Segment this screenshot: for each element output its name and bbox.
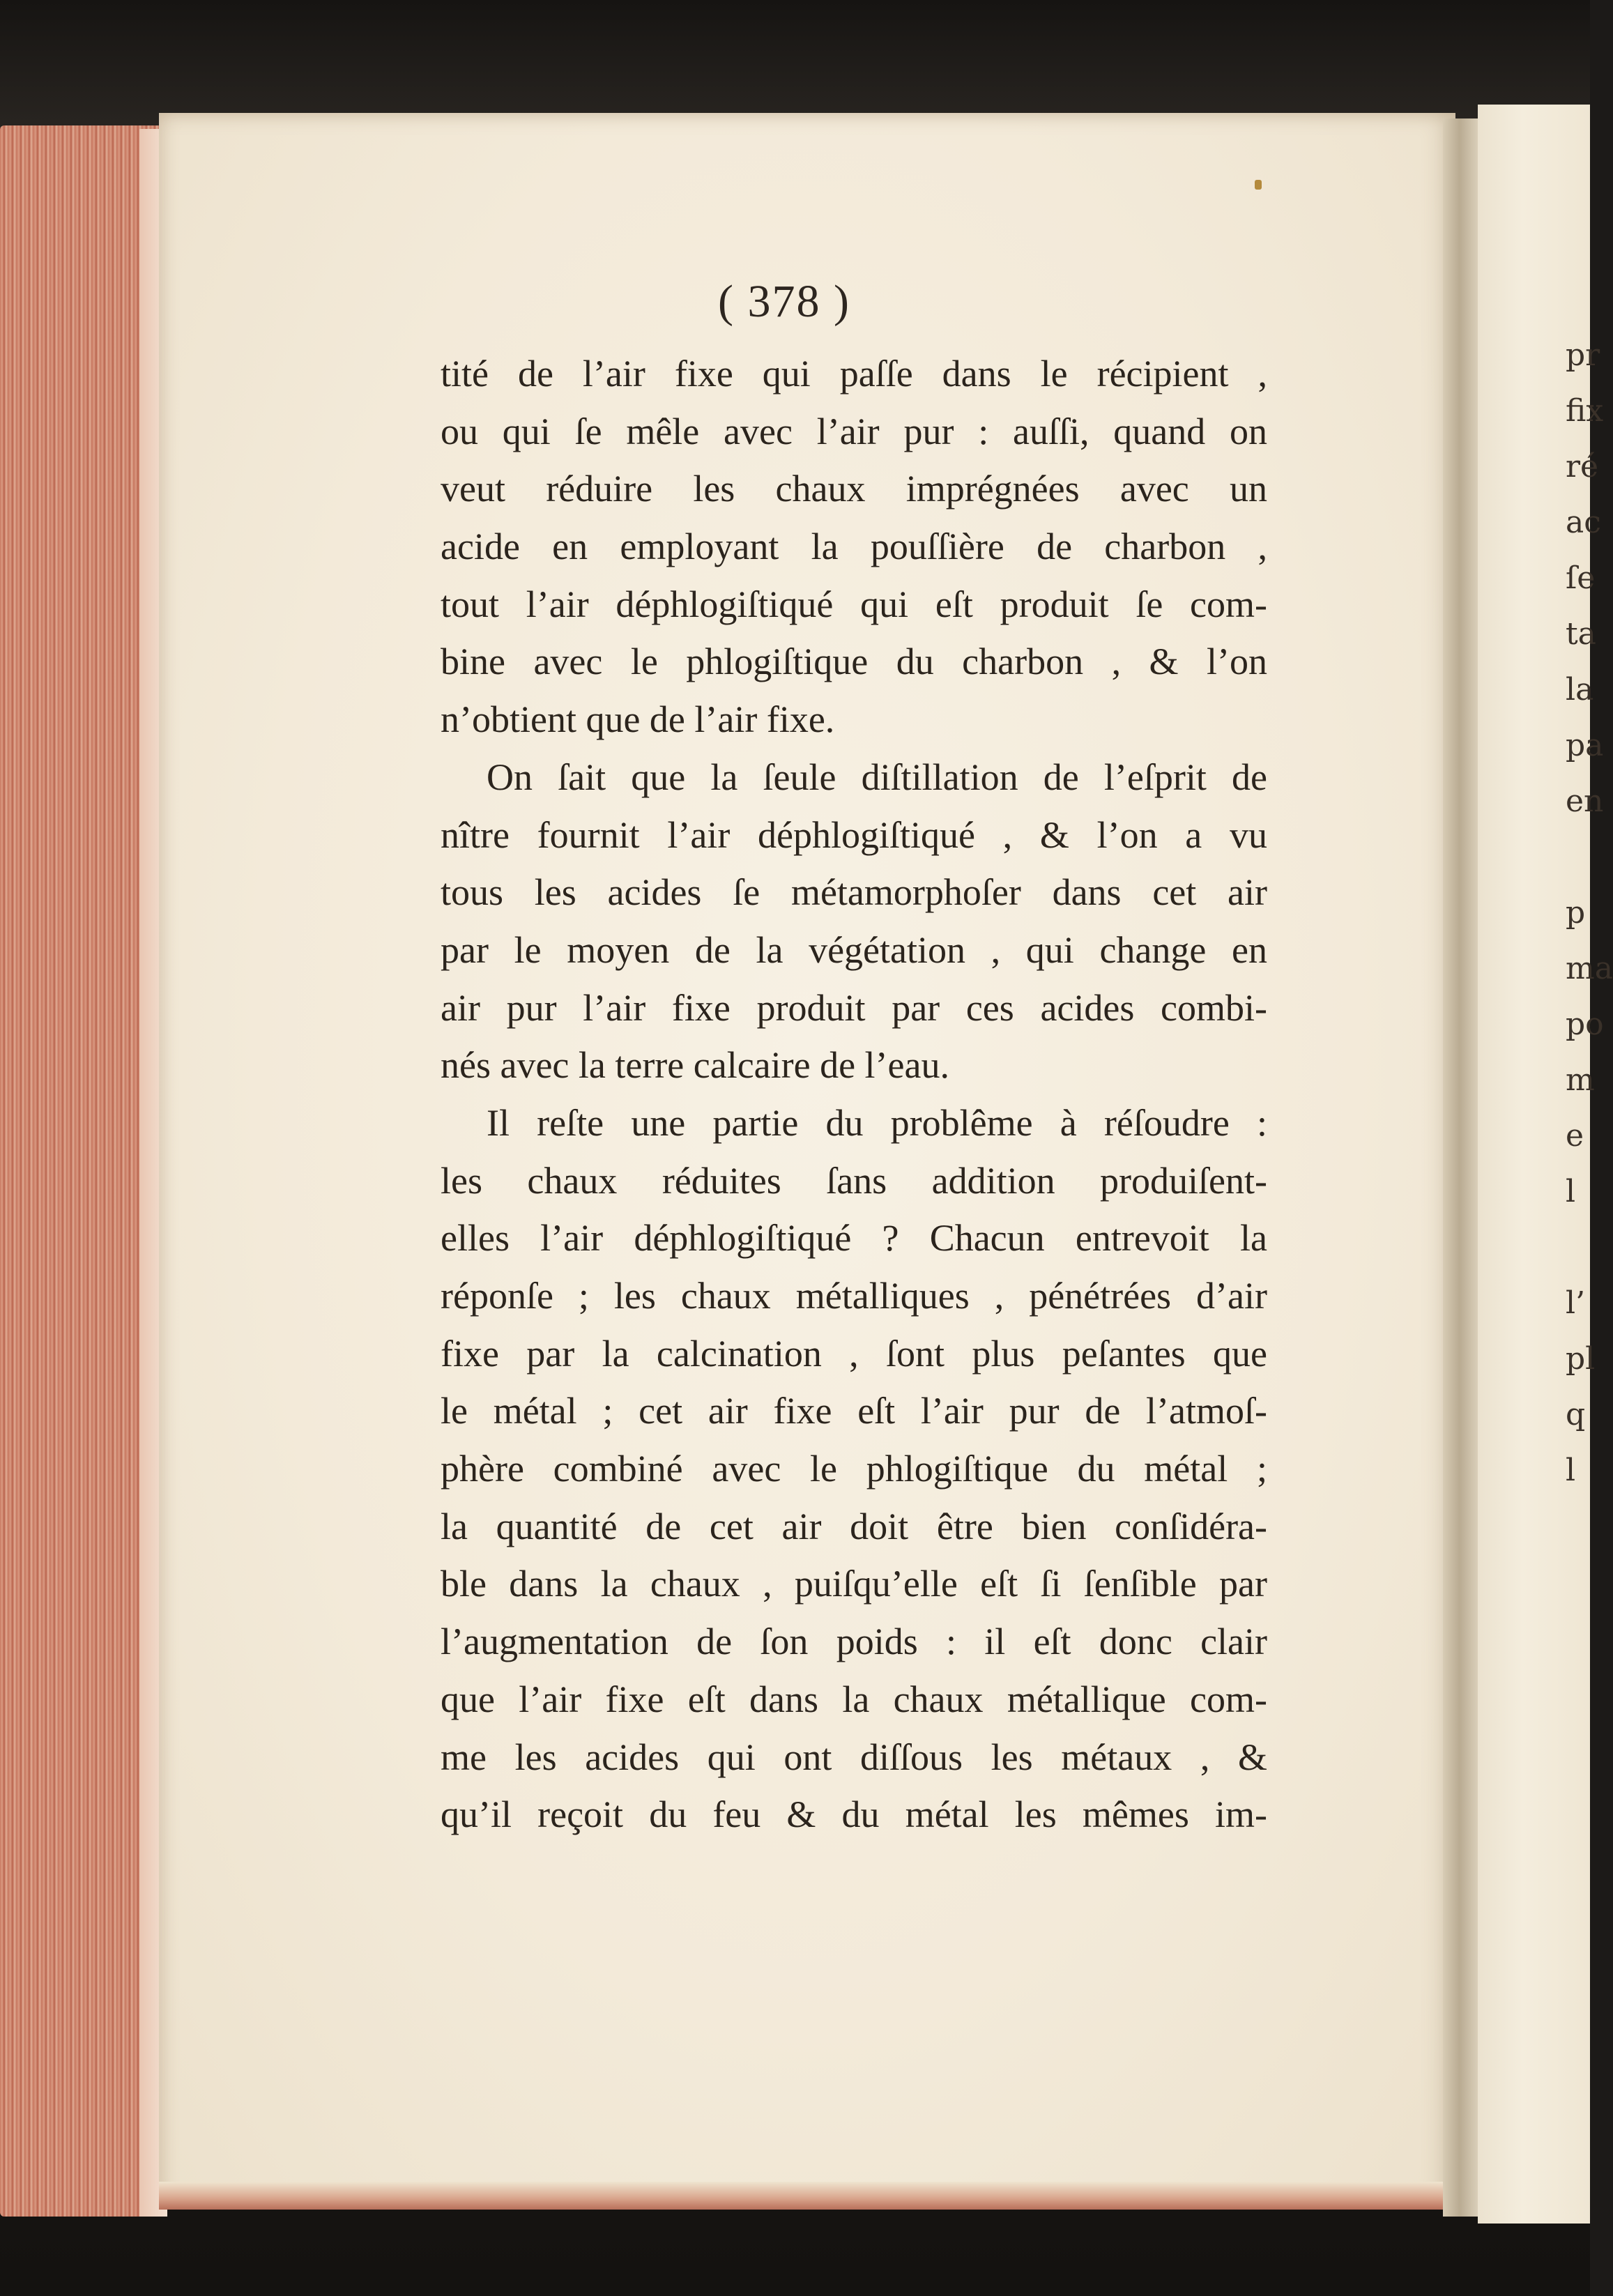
facing-fragment: ac bbox=[1566, 505, 1601, 540]
text-line: nître fournit l’air déphlogiſtiqué , & l’on a vu bbox=[441, 813, 1267, 856]
text-line: veut réduire les chaux imprégnées avec un bbox=[441, 468, 1267, 510]
body-text bbox=[441, 345, 1267, 1844]
text-line: Il reſte une partie du problême à réſoudre : bbox=[487, 1101, 1267, 1144]
paper-speck bbox=[1255, 180, 1262, 190]
text-line: l’augmentation de ſon poids : il eſt donc clair bbox=[441, 1621, 1267, 1663]
text-line: que l’air fixe eſt dans la chaux métallique com- bbox=[441, 1678, 1267, 1720]
facing-fragment: e bbox=[1566, 1118, 1584, 1154]
facing-fragment: pr bbox=[1566, 337, 1600, 373]
facing-page-text bbox=[1566, 328, 1613, 1499]
facing-fragment: p bbox=[1566, 895, 1586, 931]
text-line: phère combiné avec le phlogiſtique du métal ; bbox=[441, 1448, 1267, 1490]
facing-fragment: l bbox=[1566, 1453, 1576, 1488]
text-line: réponſe ; les chaux métalliques , pénétrées d’air bbox=[441, 1275, 1267, 1317]
page-number-header: ( 378 ) bbox=[718, 276, 850, 327]
facing-fragment: ſe bbox=[1566, 560, 1596, 596]
text-line: qu’il reçoit du feu & du métal les mêmes im- bbox=[441, 1793, 1267, 1836]
facing-fragment: po bbox=[1566, 1007, 1604, 1042]
text-line: ou qui ſe mêle avec l’air pur : auſſi, quand on bbox=[441, 410, 1267, 452]
text-line: air pur l’air fixe produit par ces acides combi- bbox=[441, 986, 1267, 1029]
text-line: par le moyen de la végétation , qui change en bbox=[441, 928, 1267, 971]
text-line: fixe par la calcination , ſont plus peſantes que bbox=[441, 1332, 1267, 1375]
text-line: On ſait que la ſeule diſtillation de l’eſprit de bbox=[487, 756, 1267, 798]
facing-fragment: l bbox=[1566, 1174, 1576, 1209]
facing-fragment: ta bbox=[1566, 616, 1596, 652]
text-line: elles l’air déphlogiſtiqué ? Chacun entrevoit la bbox=[441, 1217, 1267, 1260]
text-line: tité de l’air fixe qui paſſe dans le récipient , bbox=[441, 353, 1267, 395]
text-line: ble dans la chaux , puiſqu’elle eſt ſi ſenſible par bbox=[441, 1563, 1267, 1605]
facing-fragment: q bbox=[1566, 1397, 1586, 1432]
text-line: les chaux réduites ſans addition produiſent- bbox=[441, 1159, 1267, 1202]
text-line: acide en employant la pouſſière de charbon , bbox=[441, 526, 1267, 568]
facing-fragment: pl bbox=[1566, 1341, 1596, 1377]
facing-fragment: m bbox=[1566, 1062, 1595, 1098]
text-line: bine avec le phlogiſtique du charbon , & l’on bbox=[441, 641, 1267, 683]
text-line: n’obtient que de l’air fixe. bbox=[441, 698, 835, 741]
facing-fragment bbox=[1566, 1220, 1590, 1276]
text-line: le métal ; cet air fixe eſt l’air pur de l’atmoſ- bbox=[441, 1390, 1267, 1432]
facing-fragment: ma bbox=[1566, 951, 1613, 986]
facing-fragment: la bbox=[1566, 672, 1594, 707]
text-line: me les acides qui ont diſſous les métaux , & bbox=[441, 1736, 1267, 1778]
facing-fragment: pa bbox=[1566, 728, 1604, 763]
facing-fragment: fix bbox=[1566, 393, 1604, 429]
text-line: tout l’air déphlogiſtiqué qui eſt produit ſe com- bbox=[441, 583, 1267, 625]
facing-fragment bbox=[1566, 829, 1590, 885]
facing-fragment: l’ bbox=[1566, 1285, 1586, 1321]
text-line: la quantité de cet air doit être bien conſidéra- bbox=[441, 1505, 1267, 1547]
page-bottom-edge bbox=[159, 2182, 1455, 2210]
facing-fragment: ré bbox=[1566, 449, 1599, 484]
text-line: nés avec la terre calcaire de l’eau. bbox=[441, 1044, 949, 1087]
facing-fragment: en bbox=[1566, 783, 1604, 819]
text-line: tous les acides ſe métamorphoſer dans cet air bbox=[441, 871, 1267, 914]
